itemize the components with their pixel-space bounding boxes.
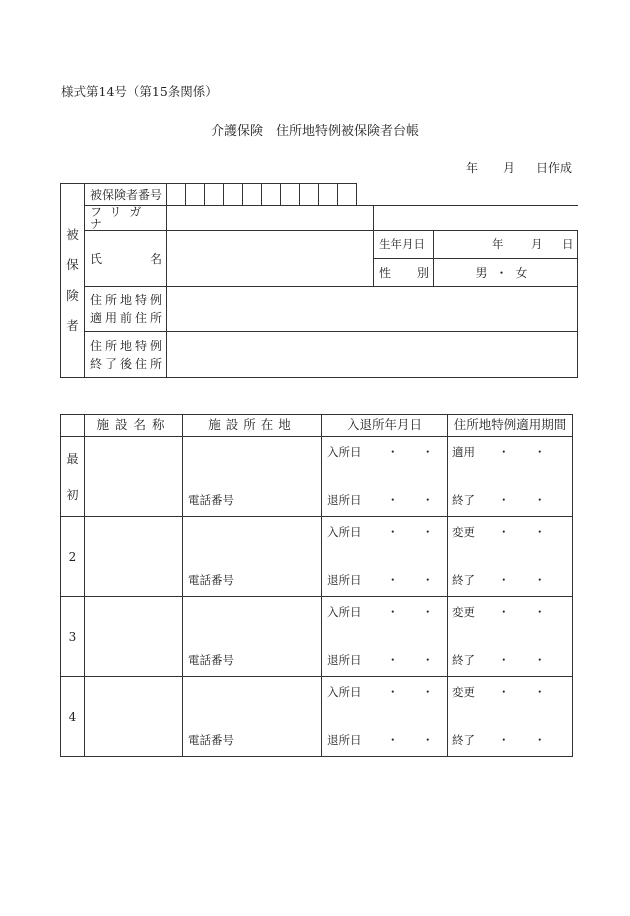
insured-number-digit[interactable] [167,184,186,206]
name-field[interactable] [167,231,374,287]
birthdate-label: 生年月日 [374,231,434,259]
facility-name-field[interactable] [85,677,183,757]
birthdate-field[interactable]: 年 月 日 [434,231,578,259]
insured-number-digit[interactable] [186,184,205,206]
header-blank [61,415,85,437]
created-day-label: 日作成 [536,161,573,175]
prev-address-field[interactable] [167,287,578,332]
facility-name-field[interactable] [85,437,183,517]
special-period-field[interactable]: 変更 ・ ・ 終了 ・ ・ [448,677,573,757]
gender-label: 性 別 [374,259,434,287]
phone-label: 電話番号 [188,733,234,747]
prev-address-label: 住所地特例 適用前住所 [85,287,167,332]
facility-address-header: 施設所在地 [183,415,322,437]
special-period-header: 住所地特例適用期間 [448,415,573,437]
entry-exit-dates-header: 入退所年月日 [322,415,448,437]
phone-label: 電話番号 [188,573,234,587]
facility-address-field[interactable] [183,597,322,677]
phone-label: 電話番号 [188,653,234,667]
facility-table [60,414,573,757]
row-label-3: 3 [61,597,85,677]
facility-name-field[interactable] [85,517,183,597]
insured-number-digit[interactable] [300,184,319,206]
insured-number-digit[interactable] [281,184,300,206]
special-period-field[interactable]: 変更 ・ ・ 終了 ・ ・ [448,597,573,677]
gender-field[interactable]: 男・女 [434,259,578,287]
end-address-field[interactable] [167,332,578,378]
entry-exit-dates-field[interactable]: 入所日 ・ ・ 退所日 ・ ・ [322,437,448,517]
insured-number-label: 被保険者番号 [85,184,167,206]
form-reference: 様式第14号（第15条関係） [61,84,218,99]
facility-name-header: 施設名称 [85,415,183,437]
created-year-label: 年 [466,161,479,175]
document-title: 介護保険 住所地特例被保険者台帳 [210,124,419,139]
facility-address-field[interactable] [183,677,322,757]
insured-number-digit[interactable] [243,184,262,206]
entry-exit-dates-field[interactable]: 入所日 ・ ・ 退所日 ・ ・ [322,677,448,757]
insured-section-label: 被 保 険 者 [61,184,85,378]
row-label-first: 最 初 [61,437,85,517]
insured-number-digit[interactable] [224,184,243,206]
facility-name-field[interactable] [85,597,183,677]
entry-exit-dates-field[interactable]: 入所日 ・ ・ 退所日 ・ ・ [322,517,448,597]
phone-label: 電話番号 [188,493,234,507]
end-address-label: 住所地特例 終了後住所 [85,332,167,378]
facility-address-field[interactable] [183,517,322,597]
insured-person-table [60,183,578,378]
insured-number-digit[interactable] [205,184,224,206]
furigana-label: フリガナ [85,206,167,231]
insured-number-digit[interactable] [338,184,357,206]
insured-number-digit[interactable] [262,184,281,206]
facility-address-field[interactable] [183,437,322,517]
row-label-2: 2 [61,517,85,597]
furigana-field[interactable] [167,206,374,231]
entry-exit-dates-field[interactable]: 入所日 ・ ・ 退所日 ・ ・ [322,597,448,677]
created-month-label: 月 [503,161,516,175]
special-period-field[interactable]: 変更 ・ ・ 終了 ・ ・ [448,517,573,597]
row-label-4: 4 [61,677,85,757]
special-period-field[interactable]: 適用 ・ ・ 終了 ・ ・ [448,437,573,517]
insured-number-digit[interactable] [319,184,338,206]
name-label: 氏 名 [85,231,167,287]
